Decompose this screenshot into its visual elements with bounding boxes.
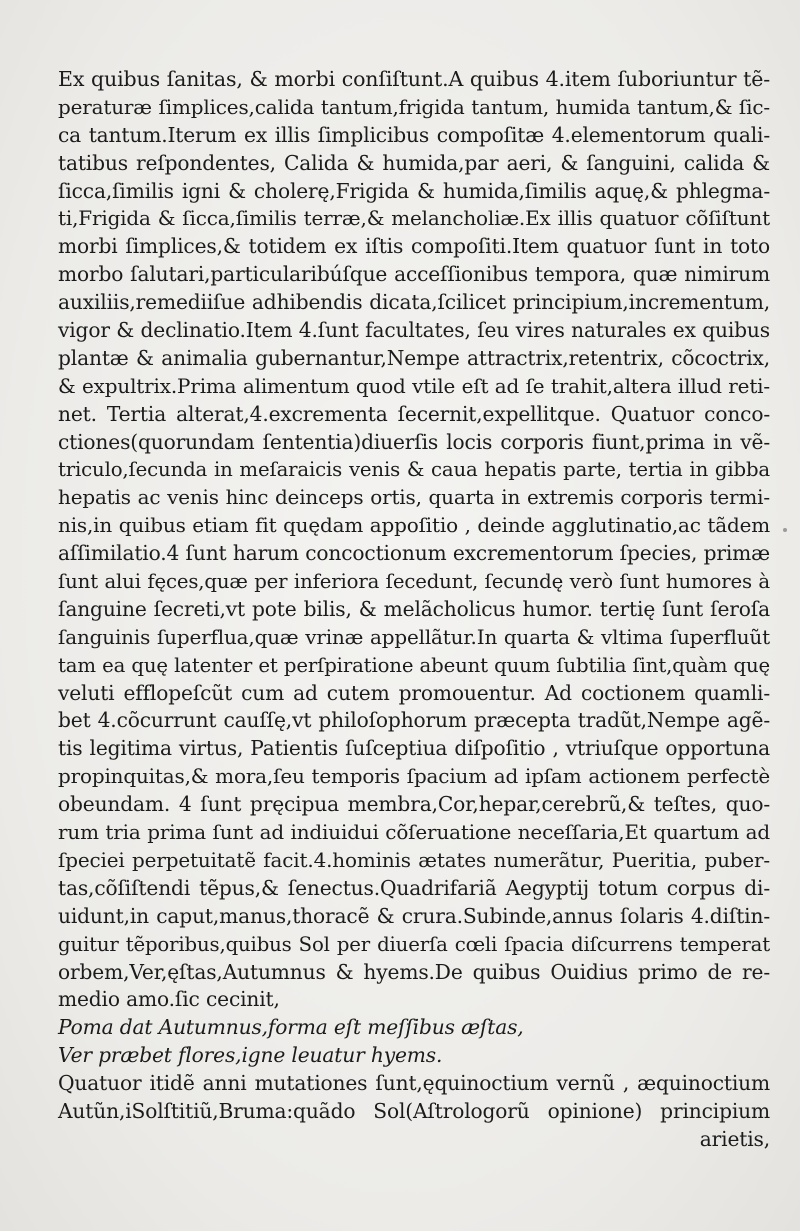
text-line: hepatis ac venis hinc deinceps ortis, quarta in extremis corporis termi- <box>58 485 770 510</box>
text-line: ſanguine ſecreti,vt pote bilis, & melãcholicus humor. tertię ſunt ſeroſa <box>58 596 770 621</box>
text-line: ſunt alui fęces,quæ per inferiora ſecedunt, ſecundę verò ſunt humores à <box>58 570 770 594</box>
text-line: tam ea quę latenter et perſpiratione abeunt quum ſubtilia ſint,quàm quę <box>58 653 770 677</box>
text-line: uidunt,in caput,manus,thoracẽ & crura.Subinde,annus ſolaris 4.diſtin- <box>58 903 770 928</box>
text-line: vigor & declinatio.Item 4.ſunt facultates, ſeu vires naturales ex quibus <box>58 318 770 343</box>
text-line: auxiliis,remediiſue adhibendis dicata,ſcilicet principium,incrementum, <box>58 290 770 315</box>
text-line: morbi ſimplices,& totidem ex iſtis compoſiti.Item quatuor ſunt in toto <box>58 234 770 259</box>
text-line: ti,Frigida & ſicca,ſimilis terræ,& melancholiæ.Ex illis quatuor cõſiſtunt <box>58 206 770 231</box>
text-line: ſicca,ſimilis igni & cholerę,Frigida & humida,ſimilis aquę,& phlegma- <box>58 178 770 203</box>
text-line: Ex quibus ſanitas, & morbi conſiſtunt.A quibus 4.item ſuboriuntur tẽ- <box>58 67 770 91</box>
text-line: morbo ſalutari,particularibúſque acceſſionibus tempora, quæ nimirum <box>58 262 770 287</box>
text-line: veluti efflореſcũt cum ad cutem promouentur. Ad coctionem quamli- <box>58 680 770 705</box>
text-line: ſanguinis ſuperflua,quæ vrinæ appellãtur.In quarta & vltima ſuperfluũt <box>58 624 770 649</box>
catchword: arietis, <box>699 1126 770 1151</box>
text-line: rum tria prima ſunt ad indiuidui cõſeruatione neceſſaria,Et quartum ad <box>58 820 770 845</box>
text-line: triculo,ſecunda in meſaraicis venis & caua hepatis parte, tertia in gibba <box>58 458 770 482</box>
text-line: propinquitas,& mora,ſeu temporis ſpacium ad ipſam actionem perfectè <box>58 764 770 789</box>
text-line: nis,in quibus etiam fit quędam appoſitio , deinde agglutinatio,ac tãdem <box>58 513 770 538</box>
verse-line: Ver præbet flores,igne leuatur hyems. <box>58 1043 443 1068</box>
text-line: ctiones(quorundam ſententia)diuerſis locis corporis fiunt,prima in vẽ- <box>58 429 770 454</box>
text-line: bet 4.cõcurrunt cauſſę,vt philoſophorum præcepta tradũt,Nempe agẽ- <box>58 708 770 733</box>
text-line: tatibus reſpondentes, Calida & humida,par aeri, & ſanguini, calida & <box>58 150 770 175</box>
text-line: tas,cõſiſtendi tẽpus,& ſenectus.Quadrifariã Aegyptij totum corpus di- <box>58 875 770 900</box>
text-line: tis legitima virtus, Patientis ſuſceptiua diſpoſitio , vtriuſque opportuna <box>58 736 770 761</box>
text-line: & expultrix.Prima alimentum quod vtile eſt ad ſe trahit,altera illud reti- <box>58 373 770 398</box>
text-line: medio amo.ſic cecinit, <box>58 987 280 1012</box>
text-line: Quatuor itidẽ anni mutationes ſunt,ęquinoctium vernũ , æquinoctium <box>58 1071 770 1096</box>
text-line: ca tantum.Iterum ex illis ſimplicibus compoſitæ 4.elementorum quali- <box>58 122 770 147</box>
margin-dot <box>783 528 787 532</box>
text-line: obeundam. 4 ſunt pręcipua membra,Cor,hepar,cerebrũ,& teſtes, quo- <box>58 792 770 817</box>
text-line: aſſimilatio.4 ſunt harum concoctionum excrementorum ſpecies, primæ <box>58 541 770 566</box>
text-line: ſpeciei perpetuitatẽ facit.4.hominis ætates numerãtur, Pueritia, puber- <box>58 847 770 872</box>
latin-text-body <box>58 66 770 1154</box>
text-line: Autũn,iSolſtitiũ,Bruma:quãdo Sol(Aſtrologorũ opinione) principium <box>58 1098 770 1123</box>
text-line: net. Tertia alterat,4.excrementa ſecernit,expellitque. Quatuor conco- <box>58 401 770 426</box>
verse-line: Poma dat Autumnus,forma eſt meſſibus æſtas, <box>58 1015 524 1040</box>
text-line: guitur tẽporibus,quibus Sol per diuerſa cœli ſpacia diſcurrens temperat <box>58 932 770 956</box>
text-line: peraturæ ſimplices,calida tantum,frigida tantum, humida tantum,& ſic- <box>58 94 770 119</box>
text-line: orbem,Ver,ęſtas,Autumnus & hyems.De quibus Ouidius primo de re- <box>58 959 770 984</box>
text-line: plantæ & animalia gubernantur,Nempe attractrix,retentrix, cõcoctrix, <box>58 345 770 370</box>
